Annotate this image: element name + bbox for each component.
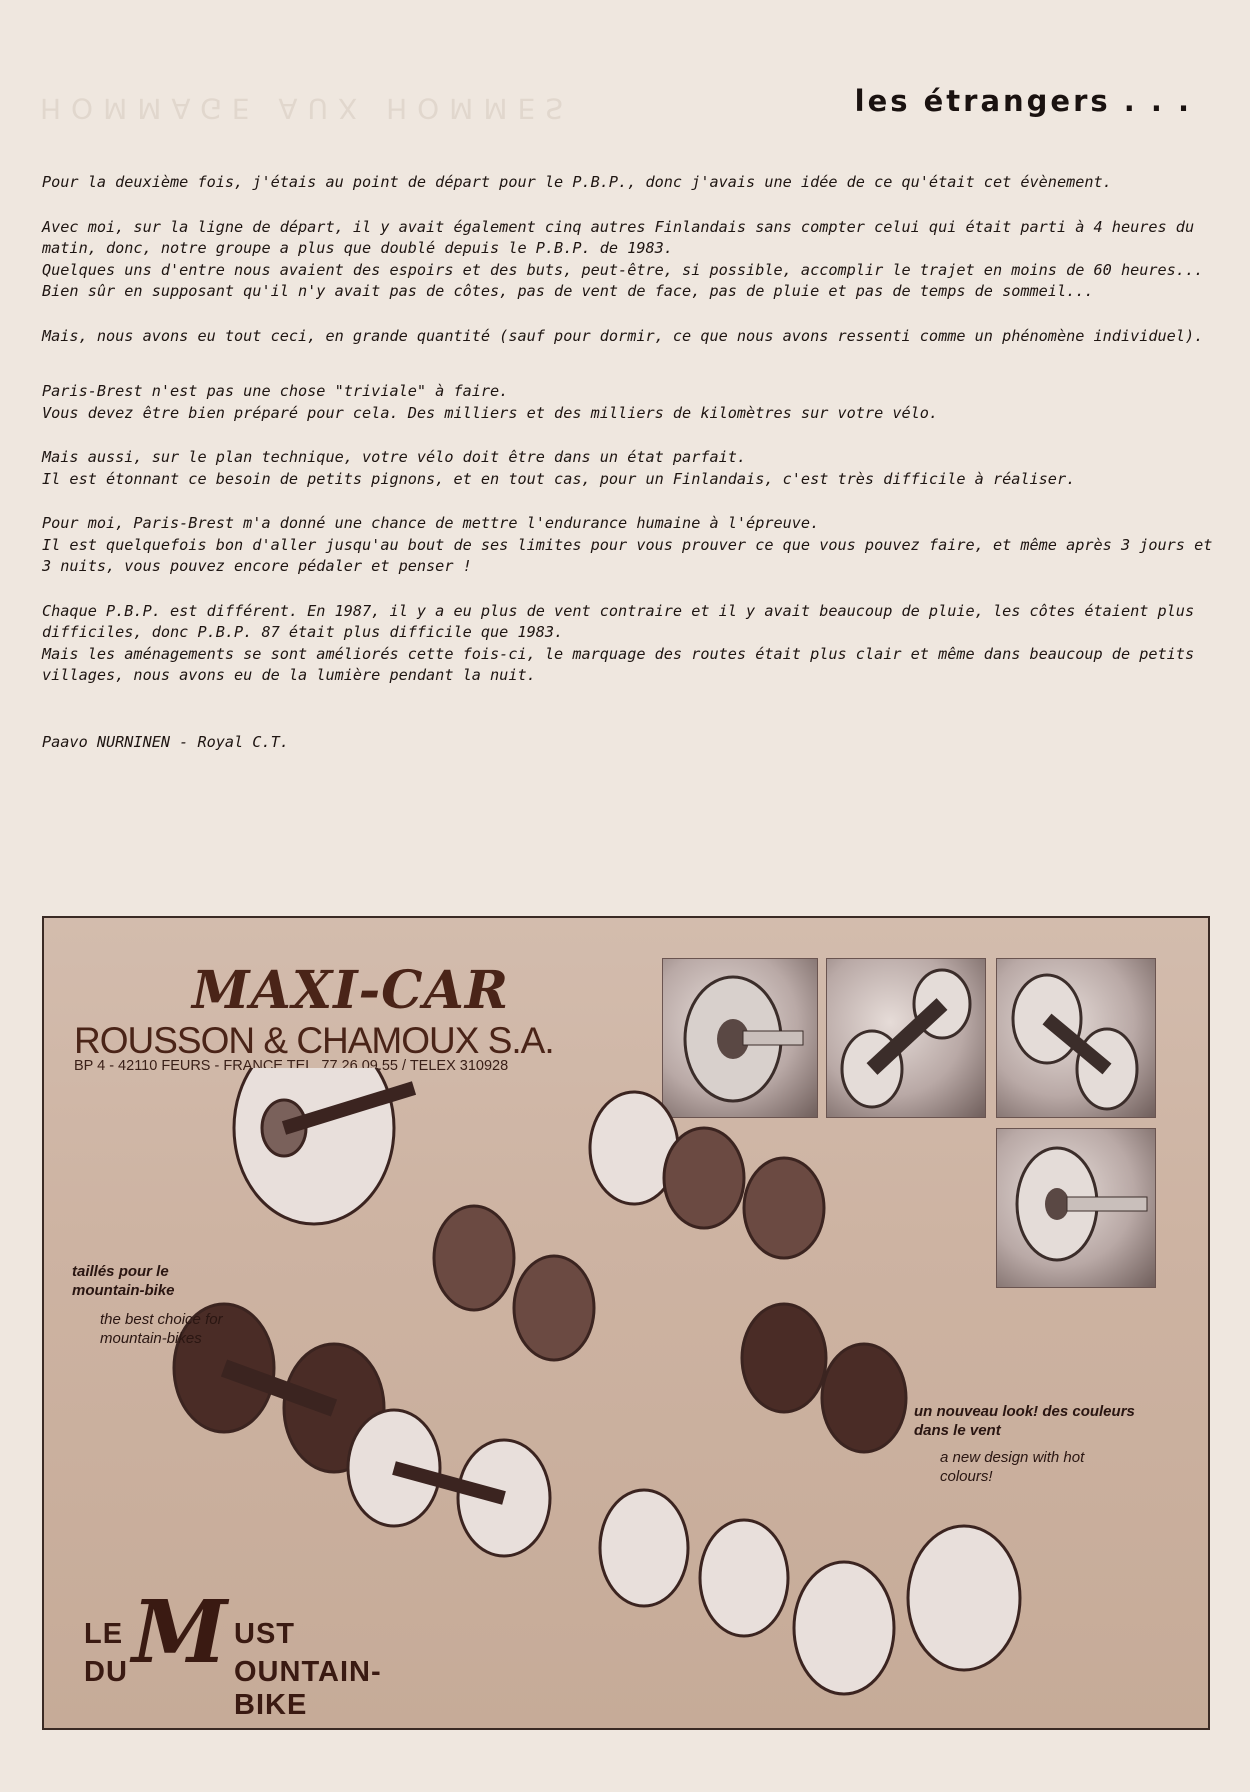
slogan-ust: UST bbox=[234, 1618, 295, 1650]
article-paragraph: Pour moi, Paris-Brest m'a donné une chance de mettre l'endurance humaine à l'épreuve. bbox=[42, 514, 820, 532]
new-look-en: a new design with hot colours! bbox=[940, 1449, 1085, 1485]
article-paragraph: Quelques uns d'entre nous avaient des espoirs et des buts, peut-être, si possible, accomplir le trajet en moins de 60 heures... Bien sûr en supposant qu'il n'y avait pas de côtes, pas de vent de face, pas de pluie et pas de temps de sommeil... bbox=[42, 260, 1204, 300]
tagline-fr: taillés pour le mountain-bike bbox=[72, 1263, 175, 1299]
hubs-illustration bbox=[84, 1068, 1124, 1708]
article-paragraph: Vous devez être bien préparé pour cela. Des milliers et des milliers de kilomètres sur votre vélo. bbox=[42, 403, 939, 422]
show-through-title: HOMMAGE AUX HOMMES bbox=[40, 92, 573, 125]
article-paragraph: Chaque P.B.P. est différent. En 1987, il y a eu plus de vent contraire et il y avait beaucoup de pluie, les côtes étaient plus difficiles, donc P.B.P. 87 était plus difficile que 1983. bbox=[42, 601, 1195, 641]
article-paragraph: Avec moi, sur la ligne de départ, il y avait également cinq autres Finlandais sans compter celui qui était parti à 4 heures du matin, donc, notre groupe a plus que doublé depuis le P.B.P. de 1983. bbox=[42, 217, 1195, 257]
slogan-m: M bbox=[132, 1582, 228, 1683]
article-paragraph: Mais, nous avons eu tout ceci, en grande quantité (sauf pour dormir, ce que nous avons ressenti comme un phénomène individuel). bbox=[42, 326, 1204, 345]
ad-company: ROUSSON & CHAMOUX S.A. bbox=[74, 1020, 554, 1061]
article-paragraph: Il est étonnant ce besoin de petits pignons, et en tout cas, pour un Finlandais, c'est très difficile à réaliser. bbox=[42, 469, 1076, 488]
article-paragraph: Paris-Brest n'est pas une chose "triviale" à faire. bbox=[42, 382, 509, 400]
section-title: les étrangers . . . bbox=[854, 84, 1192, 118]
maxi-car-advertisement bbox=[42, 916, 1210, 1730]
slogan-du: DU bbox=[84, 1656, 128, 1688]
article-paragraph: Pour la deuxième fois, j'étais au point de départ pour le P.B.P., donc j'avais une idée de ce qu'était cet évènement. bbox=[42, 173, 1112, 191]
article-paragraph: Mais aussi, sur le plan technique, votre vélo doit être dans un état parfait. bbox=[42, 448, 747, 466]
article-body bbox=[42, 172, 1222, 695]
article-paragraph: Il est quelquefois bon d'aller jusqu'au bout de ses limites pour vous prouver ce que vous pouvez faire, et même après 3 jours et 3 nuits, vous pouvez encore pédaler et penser ! bbox=[42, 535, 1213, 575]
tagline-en: the best choice for mountain-bikes bbox=[100, 1311, 223, 1347]
ad-brand: MAXI-CAR bbox=[192, 960, 510, 1021]
slogan-ountain: OUNTAIN-BIKE bbox=[234, 1656, 382, 1721]
article-paragraph: Mais les aménagements se sont améliorés cette fois-ci, le marquage des routes était plus clair et même dans beaucoup de petits villages, nous avons eu de la lumière pendant la nuit. bbox=[42, 644, 1195, 684]
new-look-fr: un nouveau look! des couleurs dans le vent bbox=[914, 1403, 1135, 1439]
article-signature: Paavo NURNINEN - Royal C.T. bbox=[42, 733, 289, 751]
slogan-le: LE bbox=[84, 1618, 124, 1650]
ad-address: BP 4 - 42110 FEURS - FRANCE TEL. 77.26.09.55 / TELEX 310928 bbox=[74, 1058, 509, 1074]
